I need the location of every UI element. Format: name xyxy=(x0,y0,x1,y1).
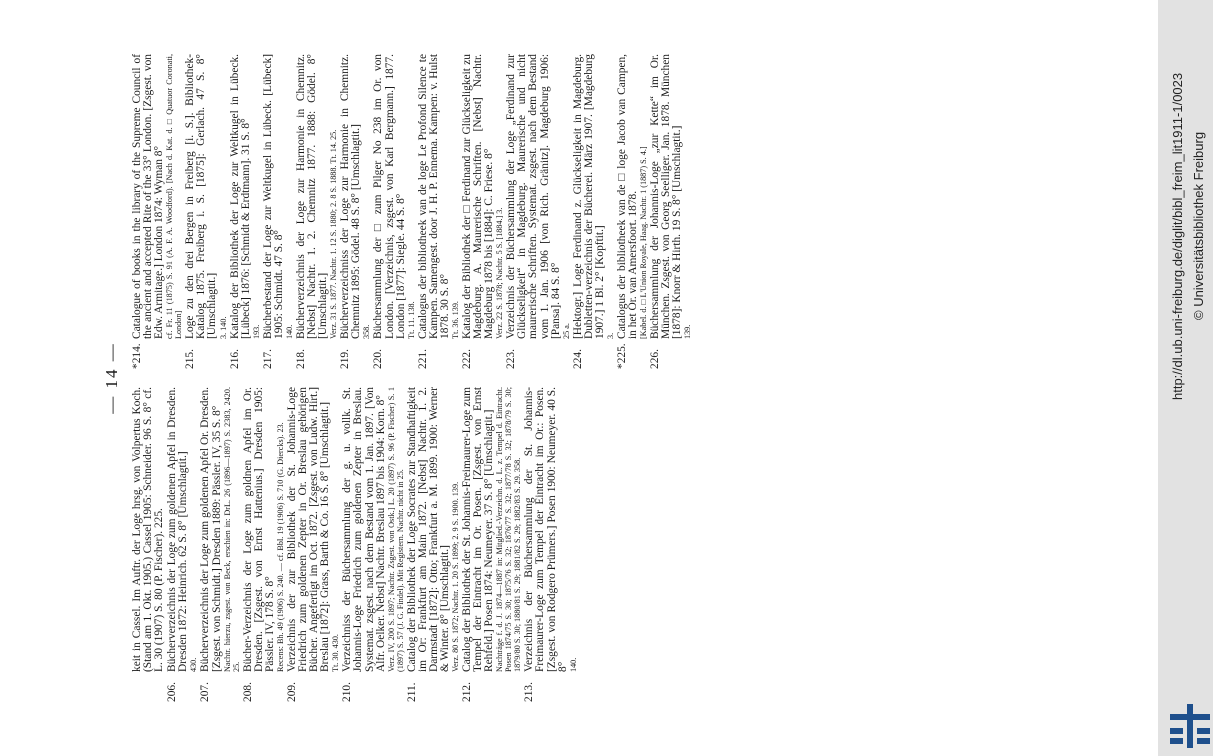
entry-note: cf. Fr. 11 (1875) S. 91 (A. F. A. Woodford). [Nach d. Kat. d. □ Quatuor Coronati, London] xyxy=(165,54,184,339)
entry-note: 25 a. xyxy=(561,323,571,339)
ub-freiburg-logo-icon xyxy=(1170,704,1210,748)
entry-210 xyxy=(342,387,404,702)
entry-text: Katalog der Bibliothek der Loge zur Weltkugel in Lübeck. [Lübeck] 1876: [Schmidt & Erdtmann]. 31 S. 8° xyxy=(228,54,252,339)
entry-text: Bücherverzeichniss der Loge zur Harmonie in Chemnitz. Chemnitz 1895: Gödel. 48 S. 8° [Umschlagtit.] xyxy=(339,54,363,339)
logo-bar xyxy=(1170,728,1183,734)
entry-213 xyxy=(524,387,577,702)
entry-number: 217. xyxy=(261,349,274,369)
entry-211 xyxy=(407,387,460,702)
entry-text: Verzeichnis der Büchersammlung der St. Johannis-Freimaurer-Loge zum Tempel der Eintracht im Or.: Posen. [Zsgest. von Rodgero Prümers.] Posen 1900: Neumeyer. 40 S. 8° xyxy=(523,387,569,672)
entry-text: Catalogue of books in the library of the Supreme Council of the ancient and accepted Rite of the 33° London. [Zsgest. von Edw. Armitage.] London 1874: Wyman 8° xyxy=(131,54,166,339)
entry-number: 218. xyxy=(294,349,307,369)
entry-number: 208. xyxy=(241,682,254,702)
entry-number: 206. xyxy=(166,682,179,702)
entry-207 xyxy=(200,387,240,702)
entry-note: Verz. 31 S. 1877. Nachtr. 1. 12 S. 1880; 2. 8 S. 1888. Tt. 14. 25. xyxy=(329,129,339,339)
viewer-sidebar xyxy=(1158,0,1213,756)
entry-number: 221. xyxy=(416,349,429,369)
entry-text: [Hektogr.] Loge Ferdinand z. Glückseligkeit in Magdeburg. Dubletten-verzeichnis der Bücherei. März 1907. [Magdeburg 1907.] 1 Bl. 2° [Kopftit.] xyxy=(571,54,606,339)
entry-text: Katalog der Bibliothek der □ Ferdinand zur Glückseligkeit zu Magdeburg. A. Maurerische Schriften. [Nebst] Nachtr. Magdeburg 1878 bis [1884]: C. Friese. 8° xyxy=(460,54,496,339)
entry-note: Verz. 80 S. 1872; Nachtr. 1. 20 S. 1899; 2. 9 S. 1900. 139. xyxy=(451,481,461,672)
left-column xyxy=(132,387,580,702)
entry-224 xyxy=(573,54,615,369)
entry-222 xyxy=(462,54,504,369)
logo-bar xyxy=(1170,738,1183,744)
logo-bar xyxy=(1197,738,1210,744)
entry-note: 3. 140. xyxy=(218,316,228,339)
entry-note: Nachtr. hierzu, zsgest. von Beck, erschien in: DrL. 26 (1896—1897) S. 2383, 2420. 25. xyxy=(222,387,241,672)
entry-note: 358. xyxy=(362,324,372,339)
entry-number: 223. xyxy=(505,349,518,369)
entry-225 xyxy=(617,54,648,369)
document-url[interactable]: http://dl.ub.uni-freiburg.de/diglit/bibl_freim_lit1911-1/0023 xyxy=(1170,72,1185,400)
entry-number: 209. xyxy=(285,682,298,702)
entry-215 xyxy=(185,54,227,369)
entry-text: Bücherverzeichnis der Loge zur Harmonie in Chemnitz. [Nebst] Nachtr. 1. 2. Chemnitz 1877. 1888: Gödel. 8° [Umschlagtit.] xyxy=(294,54,330,339)
entry-206 xyxy=(167,387,198,702)
right-column xyxy=(132,54,694,369)
entry-212 xyxy=(462,387,522,702)
entry-note: Nachträge f. d. J. 1874—1887 in: Mitglied.-Verzeichn. d. L. z. Tempel d. Eintracht. Posen 1874/75 S. 30; 1875/76 S. 32; 1876/77 S. 32; 1877/78 S. 32; 1878/79 S. 30; 1879/80 S. 30; 1880/81 S. 29; 1881/82 S. 29; 1882/83 S. 29. 358. xyxy=(495,387,523,672)
entry-number: 213. xyxy=(523,682,536,702)
entry-221 xyxy=(418,54,460,369)
entry-text: Büchersammlung der Johannis-Loge „zur Kette“ im Or. München. Zsgest. von Georg Seelliger. Jan. 1878. München [1878]: Knorr & Hirth. 19 S. 8° [Umschlagtit.] xyxy=(649,54,684,339)
copyright-notice: © Universitätsbibliothek Freiburg xyxy=(1191,131,1206,320)
entry-note: 139. xyxy=(683,324,693,339)
entry-text: Catalogus der bibliotheek van de □ loge Jacob van Campen, in het Or. van Amersfoort. 1878. xyxy=(616,54,640,339)
entry-number: 215. xyxy=(184,349,197,369)
entry-218 xyxy=(296,54,338,369)
entry-226 xyxy=(650,54,692,369)
entry-number: 212. xyxy=(461,682,474,702)
entry-note: Tt. 11. 138. xyxy=(406,301,416,339)
entry-number: 207. xyxy=(199,682,212,702)
entry-text: Bücherbestand der Loge zur Weltkugel in Lübeck. [Lübeck] 1905: Schmidt. 47 S. 8° xyxy=(261,54,285,339)
entry-text: Catalog der Bibliothek der St. Johannis-Freimaurer-Loge zum Tempel der Eintracht im Or. Posen. [Zsgest. von Ernst Rehfeld.] Posen 1874: Neumeyer. 37 S. 8° [Umschlagtit.] xyxy=(461,387,496,672)
entry-note: 193. xyxy=(251,324,261,339)
entry-note: [Kabel. d. □ L'Union Royale, Haag. Nachtr. 1 (1887) S. 4.] xyxy=(639,146,649,339)
logo-bar xyxy=(1197,728,1210,734)
entry-text: Loge zu den drei Bergen in Freiberg [i. S.]. Bibliothek-Katalog 1875. Freiberg i. S. [1875]: Gerlach. 47 S. 8° [Umschlagtit.] xyxy=(184,54,219,339)
entry-text: Verzeichniss der Büchersammlung der g. u. vollk. St. Johannis-Loge Friedrich zum goldenen Zepter in Breslau. Systemat. zsgest. nach dem Bestand vom 1. Jan. 1897. [Von Alfr. Oelker. Nebst] Nachtr. Breslau 1897 bis 1904: Korn. 8° xyxy=(341,387,387,672)
entry-220 xyxy=(373,54,415,369)
entry-text: Catalogus der bibliotheek van de loge Le Profond Silence te Kampen. Samengest. door J. H. P. Ennema. Kampen: v. Hulst 1878. 30 S. 8° xyxy=(416,54,451,339)
entry-214 xyxy=(132,54,183,369)
entry-text: Bücherverzeichnis der Loge zum goldenen Apfel in Dresden. Dresden 1872: Heinrich. 62 S. 8° [Umschlagtit.] xyxy=(166,387,190,672)
entry-number: *214. xyxy=(131,343,143,369)
entry-number: 226. xyxy=(649,349,662,369)
rotated-book-page xyxy=(70,30,1130,726)
entry-note: 430. xyxy=(189,657,199,672)
logo-bar xyxy=(1187,704,1193,748)
entry-number: 211. xyxy=(405,682,418,702)
entry-217 xyxy=(263,54,294,369)
entry-text: Bücherverzeichnis der Loge zum goldenen Apfel Or. Dresden. [Zsgest. von Schmidt.] Dresden 1889: Pässler. IV, 35 S. 8° xyxy=(199,387,223,672)
entry-note: Recens: Bh. 49 (1906) S. 240. — cf. Bbl. 19 (1906) S. 710 (G. Diercks). 23. xyxy=(275,422,285,672)
entry-223 xyxy=(506,54,570,369)
entry-number: 210. xyxy=(341,682,354,702)
entry-note: Verz. 22 S. 1878; Nachtr. 5 S. [1884.] 3. xyxy=(495,207,505,339)
entry-number: 222. xyxy=(460,349,473,369)
entry-note: Verz. IV, 200 S. 1897; Nachtr. Zsgest. von Ostk.] L. 20 (1897) S. 96 (P. Fischer) S. 1 (1897) S. 57 (J. G. Findel). Mit Registern. Nachtr. nicht in 25. xyxy=(386,387,405,672)
entry-text: Catalog der Bibliothek der Loge Socrates zur Standhaftigkeit im Or: Frankfurt am Main 1872. [Nebst] Nachtr. 1. 2. Darmstadt [1872]: Otto; Frankfurt a. M. 1899. 1900: Werner & Winter. 8° [Umschlagtit.] xyxy=(405,387,451,672)
page-number: — 14 — xyxy=(102,342,121,414)
continuation-text: keit in Cassel. Im Auftr. der Loge hrsg. von Volpertus Koch. (Stand am 1. Okt. 1905.) Cassel 1905: Schneider. 96 S. 8° cf. L. 30 (1907) S. 80 (P. Fischer). 225. xyxy=(131,387,166,672)
entry-text: Büchersammlung der □ zum Pilger No 238 im Or. von London. [Verzeichnis, zsgest. von Karl Bergmann.] 1877. London [1877]: Siegle. 44 S. 8° xyxy=(372,54,407,339)
entry-note: Tt. 30. 430. xyxy=(331,634,341,672)
entry-text: Bücher-Verzeichnis der Loge zum goldnen Apfel im Or. Dresden. [Zsgest. von Ernst Hattenius.] Dresden 1905: Pässler. IV, 178 S. 8° xyxy=(241,387,276,672)
entry-note: 140. xyxy=(284,324,294,339)
entry-number: 224. xyxy=(571,349,584,369)
entry-note: Tt. 36. 139. xyxy=(450,301,460,339)
entry-number: 216. xyxy=(228,349,241,369)
entry-number: 219. xyxy=(339,349,352,369)
entry-number: 220. xyxy=(372,349,385,369)
entry-208 xyxy=(243,387,285,702)
entry-text: Verzeichnis der zur Bibliothek der St. Johannis-Loge Friedrich zum goldenen Zepter in Or. Breslau gehörigen Bücher. Angefertigt im Oct. 1872. [Zsgest. von Ludw. Hirt.] Breslau [1872]: Grass, Barth & Co. 16 S. 8° [Umschlagtit.] xyxy=(285,387,332,672)
entry-note: 140. xyxy=(568,657,578,672)
entry-note: 3. xyxy=(606,332,615,339)
entry-216 xyxy=(230,54,261,369)
entry-209 xyxy=(287,387,340,702)
entry-text: Verzeichnis der Büchersammlung der Loge „Ferdinand zur Glückseligkeit“ in Magdeburg. Maurerische und nicht maurerische Schriften. Systemat. zsgest. nach dem Bestand vom 1. Jan. 1906 [von Rich. Gränitz]. Magdeburg 1906: [Pansa]. 84 S. 8° xyxy=(505,54,562,339)
entry-219 xyxy=(340,54,371,369)
entry-number: *225. xyxy=(616,343,628,369)
